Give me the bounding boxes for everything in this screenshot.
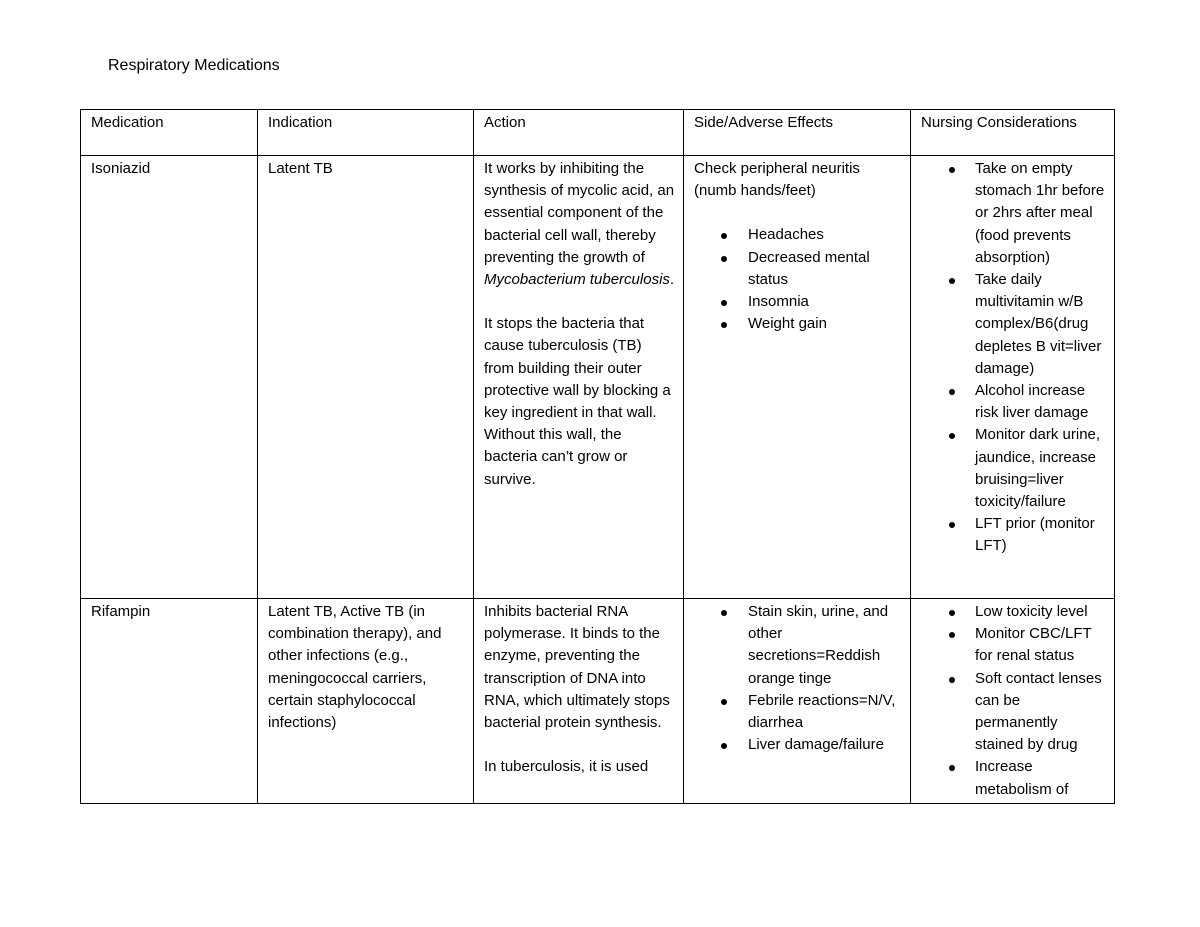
rifampin-action-paragraph-2: In tuberculosis, it is used — [484, 758, 649, 776]
bullet-icon — [721, 233, 727, 239]
list-item: Stain skin, urine, and other secretions=Reddish orange tinge — [694, 601, 902, 690]
list-item: Take on empty stomach 1hr before or 2hrs after meal (food prevents absorption) — [921, 158, 1106, 269]
bullet-icon — [949, 677, 955, 683]
list-item: Monitor dark urine, jaundice, increase bruising=liver toxicity/failure — [921, 424, 1106, 513]
isoniazid-nursing — [911, 156, 1115, 599]
isoniazid-action — [474, 156, 684, 599]
list-item: Soft contact lenses can be permanently stained by drug — [921, 668, 1106, 757]
list-item: Monitor CBC/LFT for renal status — [921, 623, 1106, 667]
isoniazid-side-effects-list — [694, 224, 902, 335]
isoniazid-side-effects — [684, 156, 911, 599]
list-item: Febrile reactions=N/V, diarrhea — [694, 690, 902, 734]
rifampin-medication: Rifampin — [81, 599, 258, 804]
list-item: Low toxicity level — [921, 601, 1106, 623]
bullet-icon — [949, 522, 955, 528]
bullet-icon — [949, 610, 955, 616]
list-item: LFT prior (monitor LFT) — [921, 513, 1106, 557]
bullet-icon — [949, 167, 955, 173]
bullet-icon — [949, 278, 955, 284]
rifampin-side-effects-list — [694, 601, 902, 756]
rifampin-nursing-list — [921, 601, 1106, 801]
bullet-icon — [949, 389, 955, 395]
list-item: Weight gain — [694, 313, 902, 335]
rifampin-action-paragraph-1: Inhibits bacterial RNA polymerase. It binds to the enzyme, preventing the transcription of DNA into RNA, which ultimately stops bacterial protein synthesis. — [484, 603, 670, 732]
bullet-icon — [949, 433, 955, 439]
bullet-icon — [721, 699, 727, 705]
isoniazid-medication: Isoniazid — [81, 156, 258, 599]
header-action: Action — [474, 110, 684, 156]
bullet-icon — [721, 610, 727, 616]
table-header-row — [81, 110, 1115, 156]
rifampin-side-effects — [684, 599, 911, 804]
page-title: Respiratory Medications — [108, 57, 280, 74]
header-nursing: Nursing Considerations — [911, 110, 1115, 156]
bullet-icon — [949, 632, 955, 638]
table-row-isoniazid — [81, 156, 1115, 599]
list-item: Take daily multivitamin w/B complex/B6(drug depletes B vit=liver damage) — [921, 269, 1106, 380]
isoniazid-nursing-list — [921, 158, 1106, 558]
isoniazid-action-paragraph-1: It works by inhibiting the synthesis of mycolic acid, an essential component of the bacterial cell wall, thereby preventing the growth of Mycobacterium tuberculosis. — [484, 160, 675, 289]
isoniazid-action-paragraph-2: It stops the bacteria that cause tuberculosis (TB) from building their outer protective wall by blocking a key ingredient in that wall. Without this wall, the bacteria can’t grow or survive. — [484, 315, 671, 488]
list-item: Headaches — [694, 224, 902, 246]
list-item: Alcohol increase risk liver damage — [921, 380, 1106, 424]
isoniazid-indication: Latent TB — [258, 156, 474, 599]
list-item: Decreased mental status — [694, 247, 902, 291]
header-side-effects: Side/Adverse Effects — [684, 110, 911, 156]
isoniazid-side-intro: Check peripheral neuritis (numb hands/feet) — [694, 160, 860, 200]
header-medication: Medication — [81, 110, 258, 156]
header-indication: Indication — [258, 110, 474, 156]
list-item: Insomnia — [694, 291, 902, 313]
rifampin-nursing — [911, 599, 1115, 804]
bullet-icon — [721, 743, 727, 749]
bullet-icon — [721, 322, 727, 328]
medications-table — [80, 109, 1115, 804]
rifampin-indication: Latent TB, Active TB (in combination therapy), and other infections (e.g., meningococcal carriers, certain staphylococcal infections) — [258, 599, 474, 804]
list-item: Liver damage/failure — [694, 734, 902, 756]
bullet-icon — [721, 256, 727, 262]
table-row-rifampin — [81, 599, 1115, 804]
bullet-icon — [721, 300, 727, 306]
list-item: Increase metabolism of — [921, 756, 1106, 800]
bullet-icon — [949, 765, 955, 771]
isoniazid-organism-name: Mycobacterium tuberculosis — [484, 271, 670, 289]
rifampin-action — [474, 599, 684, 804]
